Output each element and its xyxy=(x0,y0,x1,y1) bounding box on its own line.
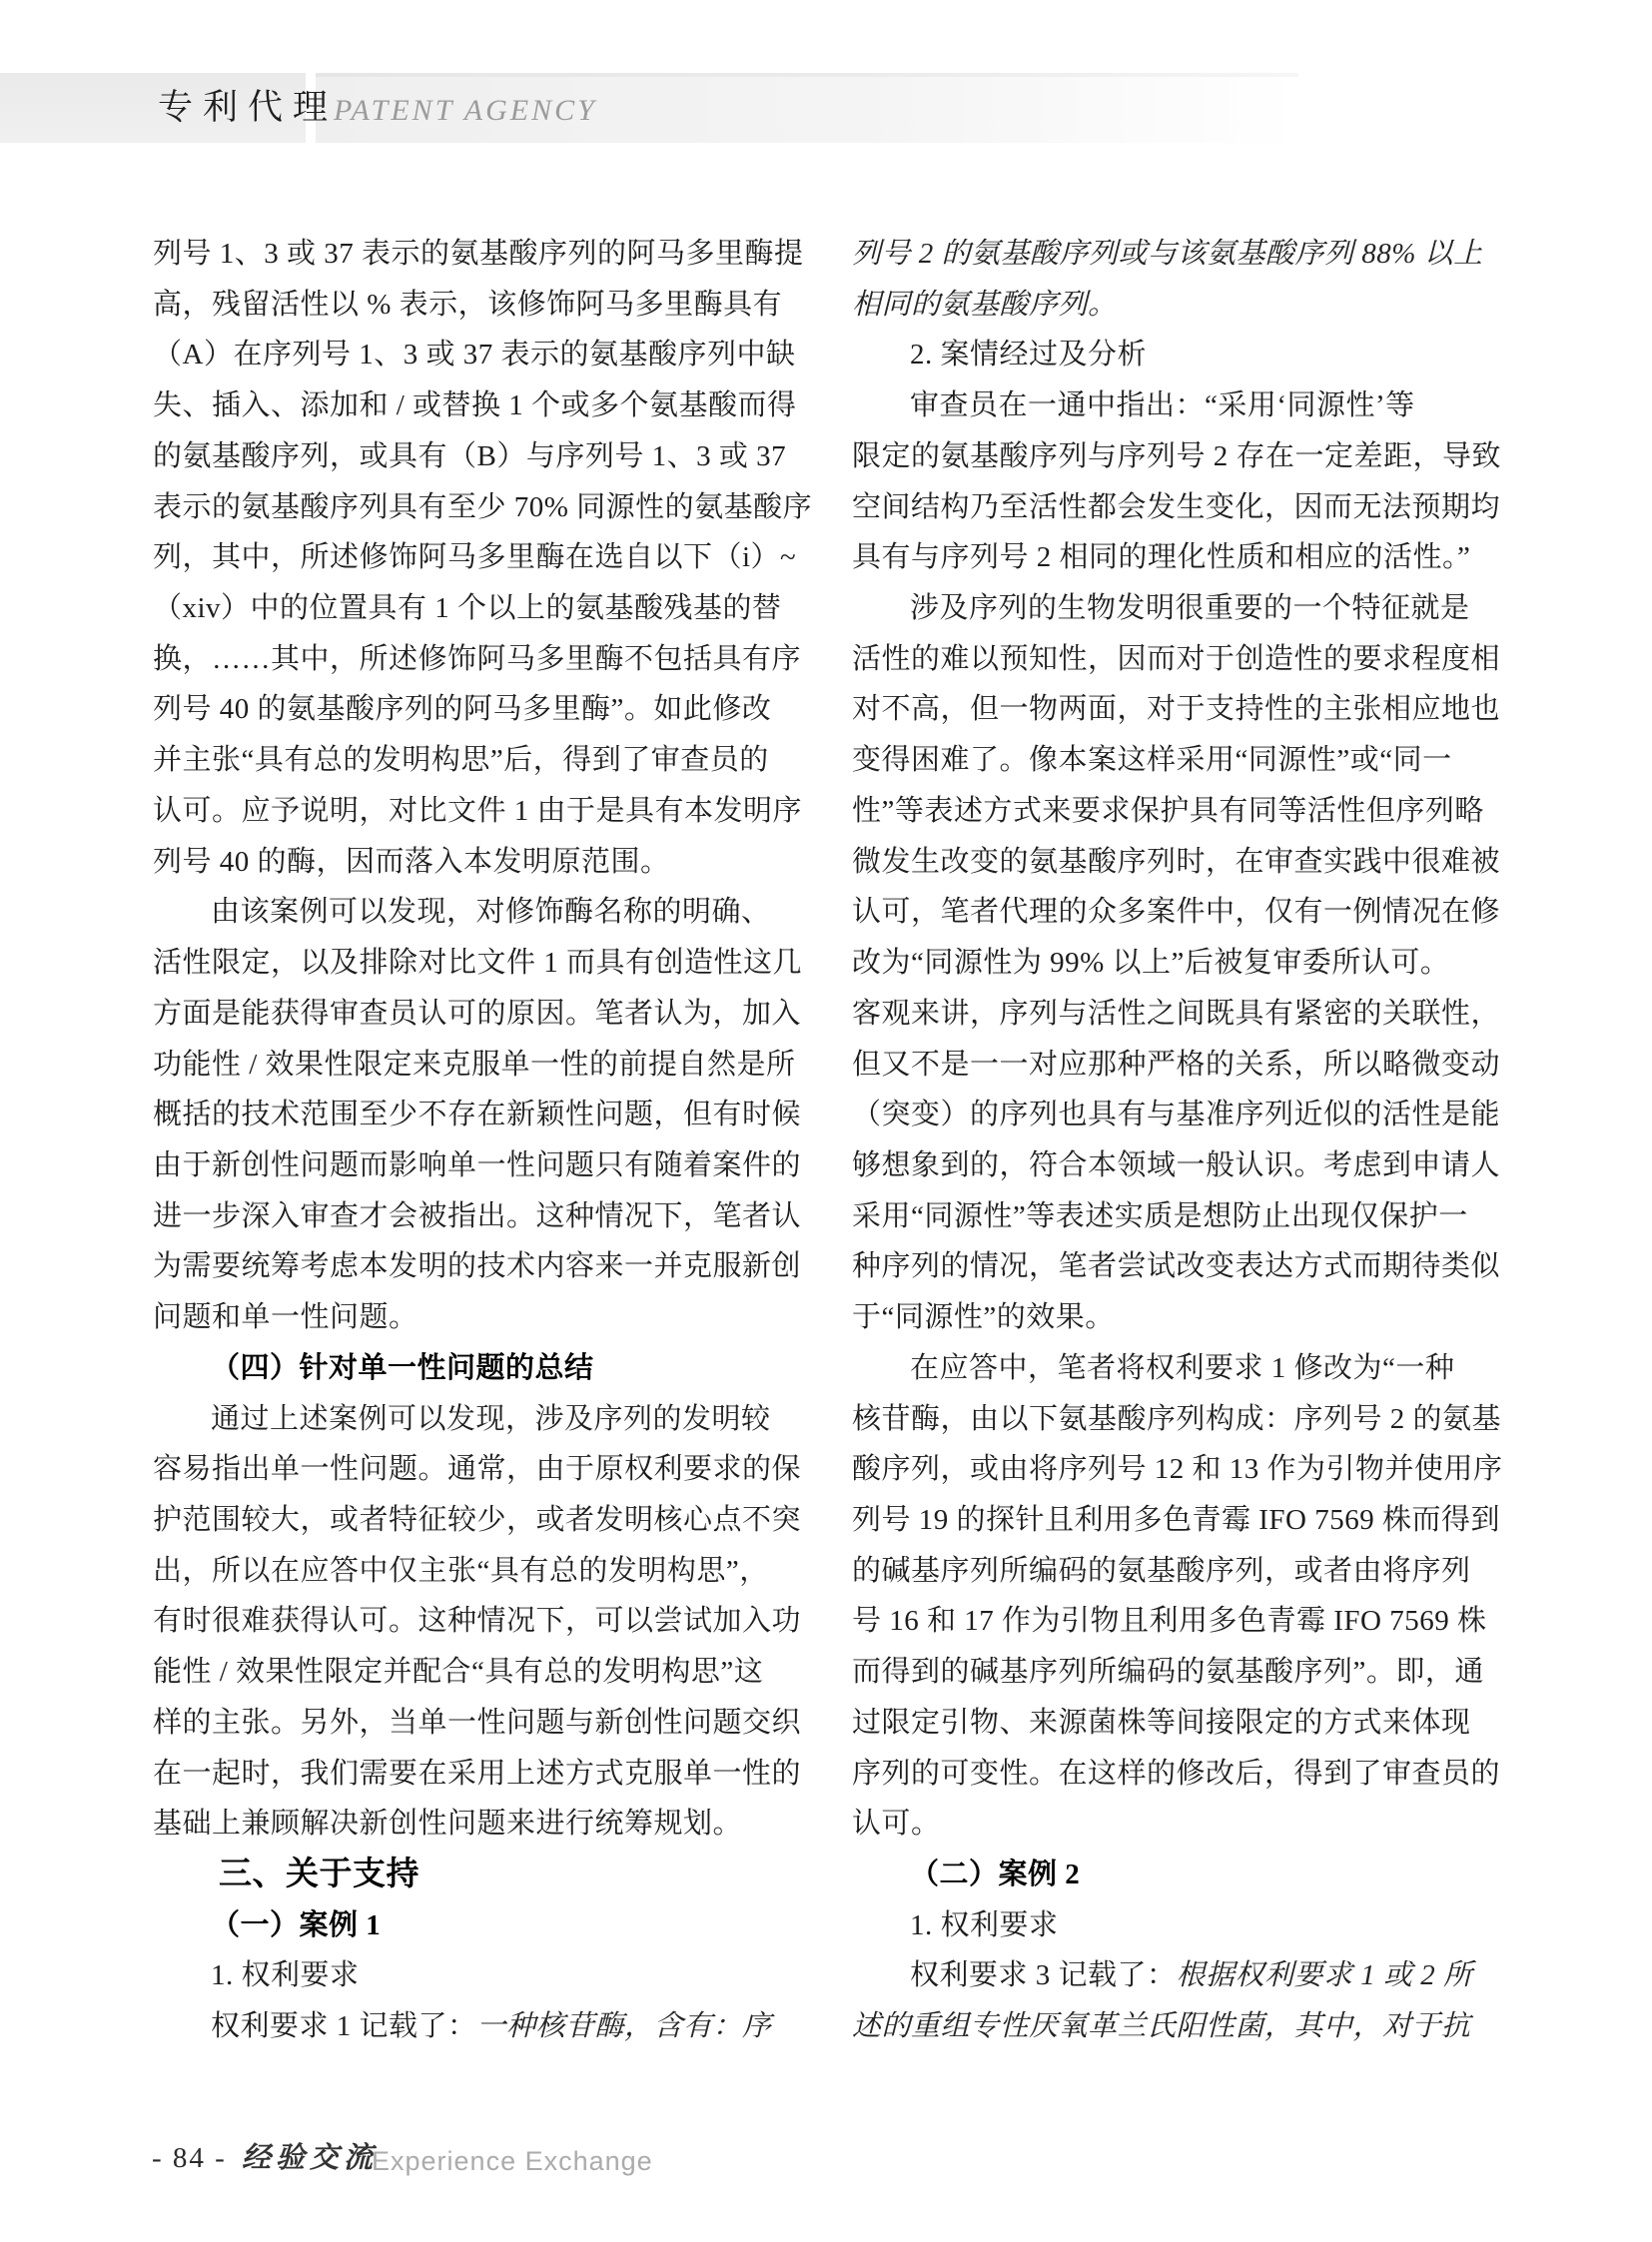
text-line: 基础上兼顾解决新创性问题来进行统筹规划。 xyxy=(153,1808,743,1841)
text-line: 权利要求 1 记载了：一种核苷酶，含有：序 xyxy=(211,2010,772,2043)
text-line: （xiv）中的位置具有 1 个以上的氨基酸残基的替 xyxy=(153,592,782,625)
text-line: 列号 40 的酶，因而落入本发明原范围。 xyxy=(153,845,670,878)
text-line: （A）在序列号 1、3 或 37 表示的氨基酸序列中缺 xyxy=(153,339,796,372)
text-line: 高，残留活性以 % 表示，该修饰阿马多里酶具有 xyxy=(153,288,783,321)
text-line: 空间结构乃至活性都会发生变化，因而无法预期均 xyxy=(852,490,1501,523)
left-column xyxy=(153,229,813,2052)
text-line: 并主张“具有总的发明构思”后，得到了审查员的 xyxy=(153,744,769,777)
text-line: 列号 40 的氨基酸序列的阿马多里酶”。如此修改 xyxy=(153,693,772,726)
text-line: 由于新创性问题而影响单一性问题只有随着案件的 xyxy=(153,1148,802,1181)
text-line: 相同的氨基酸序列。 xyxy=(852,288,1118,321)
text-line: 出，所以在应答中仅主张“具有总的发明构思”， xyxy=(153,1554,769,1587)
text-line: 失、插入、添加和 / 或替换 1 个或多个氨基酸而得 xyxy=(153,389,797,422)
text-line: （二）案例 2 xyxy=(910,1859,1081,1890)
text-line: 通过上述案例可以发现，涉及序列的发明较 xyxy=(211,1402,771,1435)
text-line: 问题和单一性问题。 xyxy=(153,1301,418,1334)
page-number: - 84 - xyxy=(152,2142,227,2174)
text-line: 过限定引物、来源菌株等间接限定的方式来体现 xyxy=(852,1706,1471,1739)
text-line: 的氨基酸序列，或具有（B）与序列号 1、3 或 37 xyxy=(153,439,787,472)
footer-section-en: Experience Exchange xyxy=(372,2146,653,2176)
text-line: 变得困难了。像本案这样采用“同源性”或“同一 xyxy=(852,744,1452,777)
text-line: 的碱基序列所编码的氨基酸序列，或者由将序列 xyxy=(852,1554,1471,1587)
text-line: 活性的难以预知性，因而对于创造性的要求程度相 xyxy=(852,642,1501,675)
text-line: 具有与序列号 2 相同的理化性质和相应的活性。” xyxy=(852,541,1471,574)
text-line: 种序列的情况，笔者尝试改变表达方式而期待类似 xyxy=(852,1250,1501,1283)
text-line: 酸序列，或由将序列号 12 和 13 作为引物并使用序 xyxy=(852,1453,1503,1486)
text-line: 客观来讲，序列与活性之间既具有紧密的关联性， xyxy=(852,997,1501,1030)
text-line: 三、关于支持 xyxy=(219,1857,419,1892)
text-line: 述的重组专性厌氧革兰氏阳性菌，其中，对于抗 xyxy=(852,2010,1471,2043)
text-line: 对不高，但一物两面，对于支持性的主张相应地也 xyxy=(852,693,1501,726)
text-line: 涉及序列的生物发明很重要的一个特征就是 xyxy=(910,592,1470,625)
text-line: 概括的技术范围至少不存在新颖性问题，但有时候 xyxy=(153,1099,802,1131)
text-line: 列号 1、3 或 37 表示的氨基酸序列的阿马多里酶提 xyxy=(153,238,804,270)
text-line: 权利要求 3 记载了：根据权利要求 1 或 2 所 xyxy=(910,1959,1473,1992)
text-line: 样的主张。另外，当单一性问题与新创性问题交织 xyxy=(153,1706,802,1739)
text-line: 在应答中，笔者将权利要求 1 修改为“一种 xyxy=(910,1351,1455,1384)
text-line: 为需要统筹考虑本发明的技术内容来一并克服新创 xyxy=(153,1250,802,1283)
text-line: 审查员在一通中指出：“采用‘同源性’等 xyxy=(910,389,1415,422)
text-line: （突变）的序列也具有与基准序列近似的活性是能 xyxy=(852,1099,1501,1131)
text-line: 序列的可变性。在这样的修改后，得到了审查员的 xyxy=(852,1757,1501,1790)
text-line: 1. 权利要求 xyxy=(211,1959,360,1992)
text-line: 微发生改变的氨基酸序列时，在审查实践中很难被 xyxy=(852,845,1501,878)
text-line: 由该案例可以发现，对修饰酶名称的明确、 xyxy=(211,896,771,929)
right-column xyxy=(852,229,1507,2052)
text-line: 于“同源性”的效果。 xyxy=(852,1301,1115,1334)
text-line: 性”等表述方式来要求保护具有同等活性但序列略 xyxy=(852,794,1484,827)
text-line: 核苷酶，由以下氨基酸序列构成：序列号 2 的氨基 xyxy=(852,1402,1502,1435)
text-line: 在一起时，我们需要在采用上述方式克服单一性的 xyxy=(153,1757,802,1790)
footer-section-cn: 经验交流 xyxy=(242,2142,379,2174)
text-line: 认可，笔者代理的众多案件中，仅有一例情况在修 xyxy=(852,896,1501,929)
text-line: 表示的氨基酸序列具有至少 70% 同源性的氨基酸序 xyxy=(153,490,813,523)
text-line: 认可。应予说明，对比文件 1 由于是具有本发明序 xyxy=(153,794,803,827)
text-line: 号 16 和 17 作为引物且利用多色青霉 IFO 7569 株 xyxy=(852,1605,1487,1638)
text-line: （一）案例 1 xyxy=(211,1908,382,1941)
text-line: 列，其中，所述修饰阿马多里酶在选自以下（i）~ xyxy=(153,541,797,574)
text-line: 护范围较大，或者特征较少，或者发明核心点不突 xyxy=(153,1503,802,1536)
text-line: 够想象到的，符合本领域一般认识。考虑到申请人 xyxy=(852,1148,1501,1181)
text-line: 列号 19 的探针且利用多色青霉 IFO 7569 株而得到 xyxy=(852,1503,1500,1536)
text-line: 列号 2 的氨基酸序列或与该氨基酸序列 88% 以上 xyxy=(852,238,1483,270)
text-line: 但又不是一一对应那种严格的关系，所以略微变动 xyxy=(852,1048,1501,1081)
text-line: （四）针对单一性问题的总结 xyxy=(211,1351,594,1384)
text-line: 容易指出单一性问题。通常，由于原权利要求的保 xyxy=(153,1453,802,1486)
text-line: 限定的氨基酸序列与序列号 2 存在一定差距，导致 xyxy=(852,439,1502,472)
text-line: 改为“同源性为 99% 以上”后被复审委所认可。 xyxy=(852,947,1450,980)
text-line: 功能性 / 效果性限定来克服单一性的前提自然是所 xyxy=(153,1048,796,1081)
text-line: 采用“同源性”等表述实质是想防止出现仅保护一 xyxy=(852,1199,1468,1232)
text-line: 能性 / 效果性限定并配合“具有总的发明构思”这 xyxy=(153,1656,764,1689)
text-line: 方面是能获得审查员认可的原因。笔者认为，加入 xyxy=(153,997,802,1030)
text-line: 认可。 xyxy=(852,1808,941,1841)
text-line: 活性限定，以及排除对比文件 1 而具有创造性这几 xyxy=(153,947,803,980)
text-line: 1. 权利要求 xyxy=(910,1908,1059,1941)
text-line: 2. 案情经过及分析 xyxy=(910,339,1148,372)
text-line: 进一步深入审查才会被指出。这种情况下，笔者认 xyxy=(153,1199,802,1232)
text-line: 换，……其中，所述修饰阿马多里酶不包括具有序 xyxy=(153,642,802,675)
text-line: 而得到的碱基序列所编码的氨基酸序列”。即，通 xyxy=(852,1656,1484,1689)
page-title-cn: 专利代理 xyxy=(158,88,339,127)
page-title-en: PATENT AGENCY xyxy=(334,94,597,127)
text-line: 有时很难获得认可。这种情况下，可以尝试加入功 xyxy=(153,1605,802,1638)
